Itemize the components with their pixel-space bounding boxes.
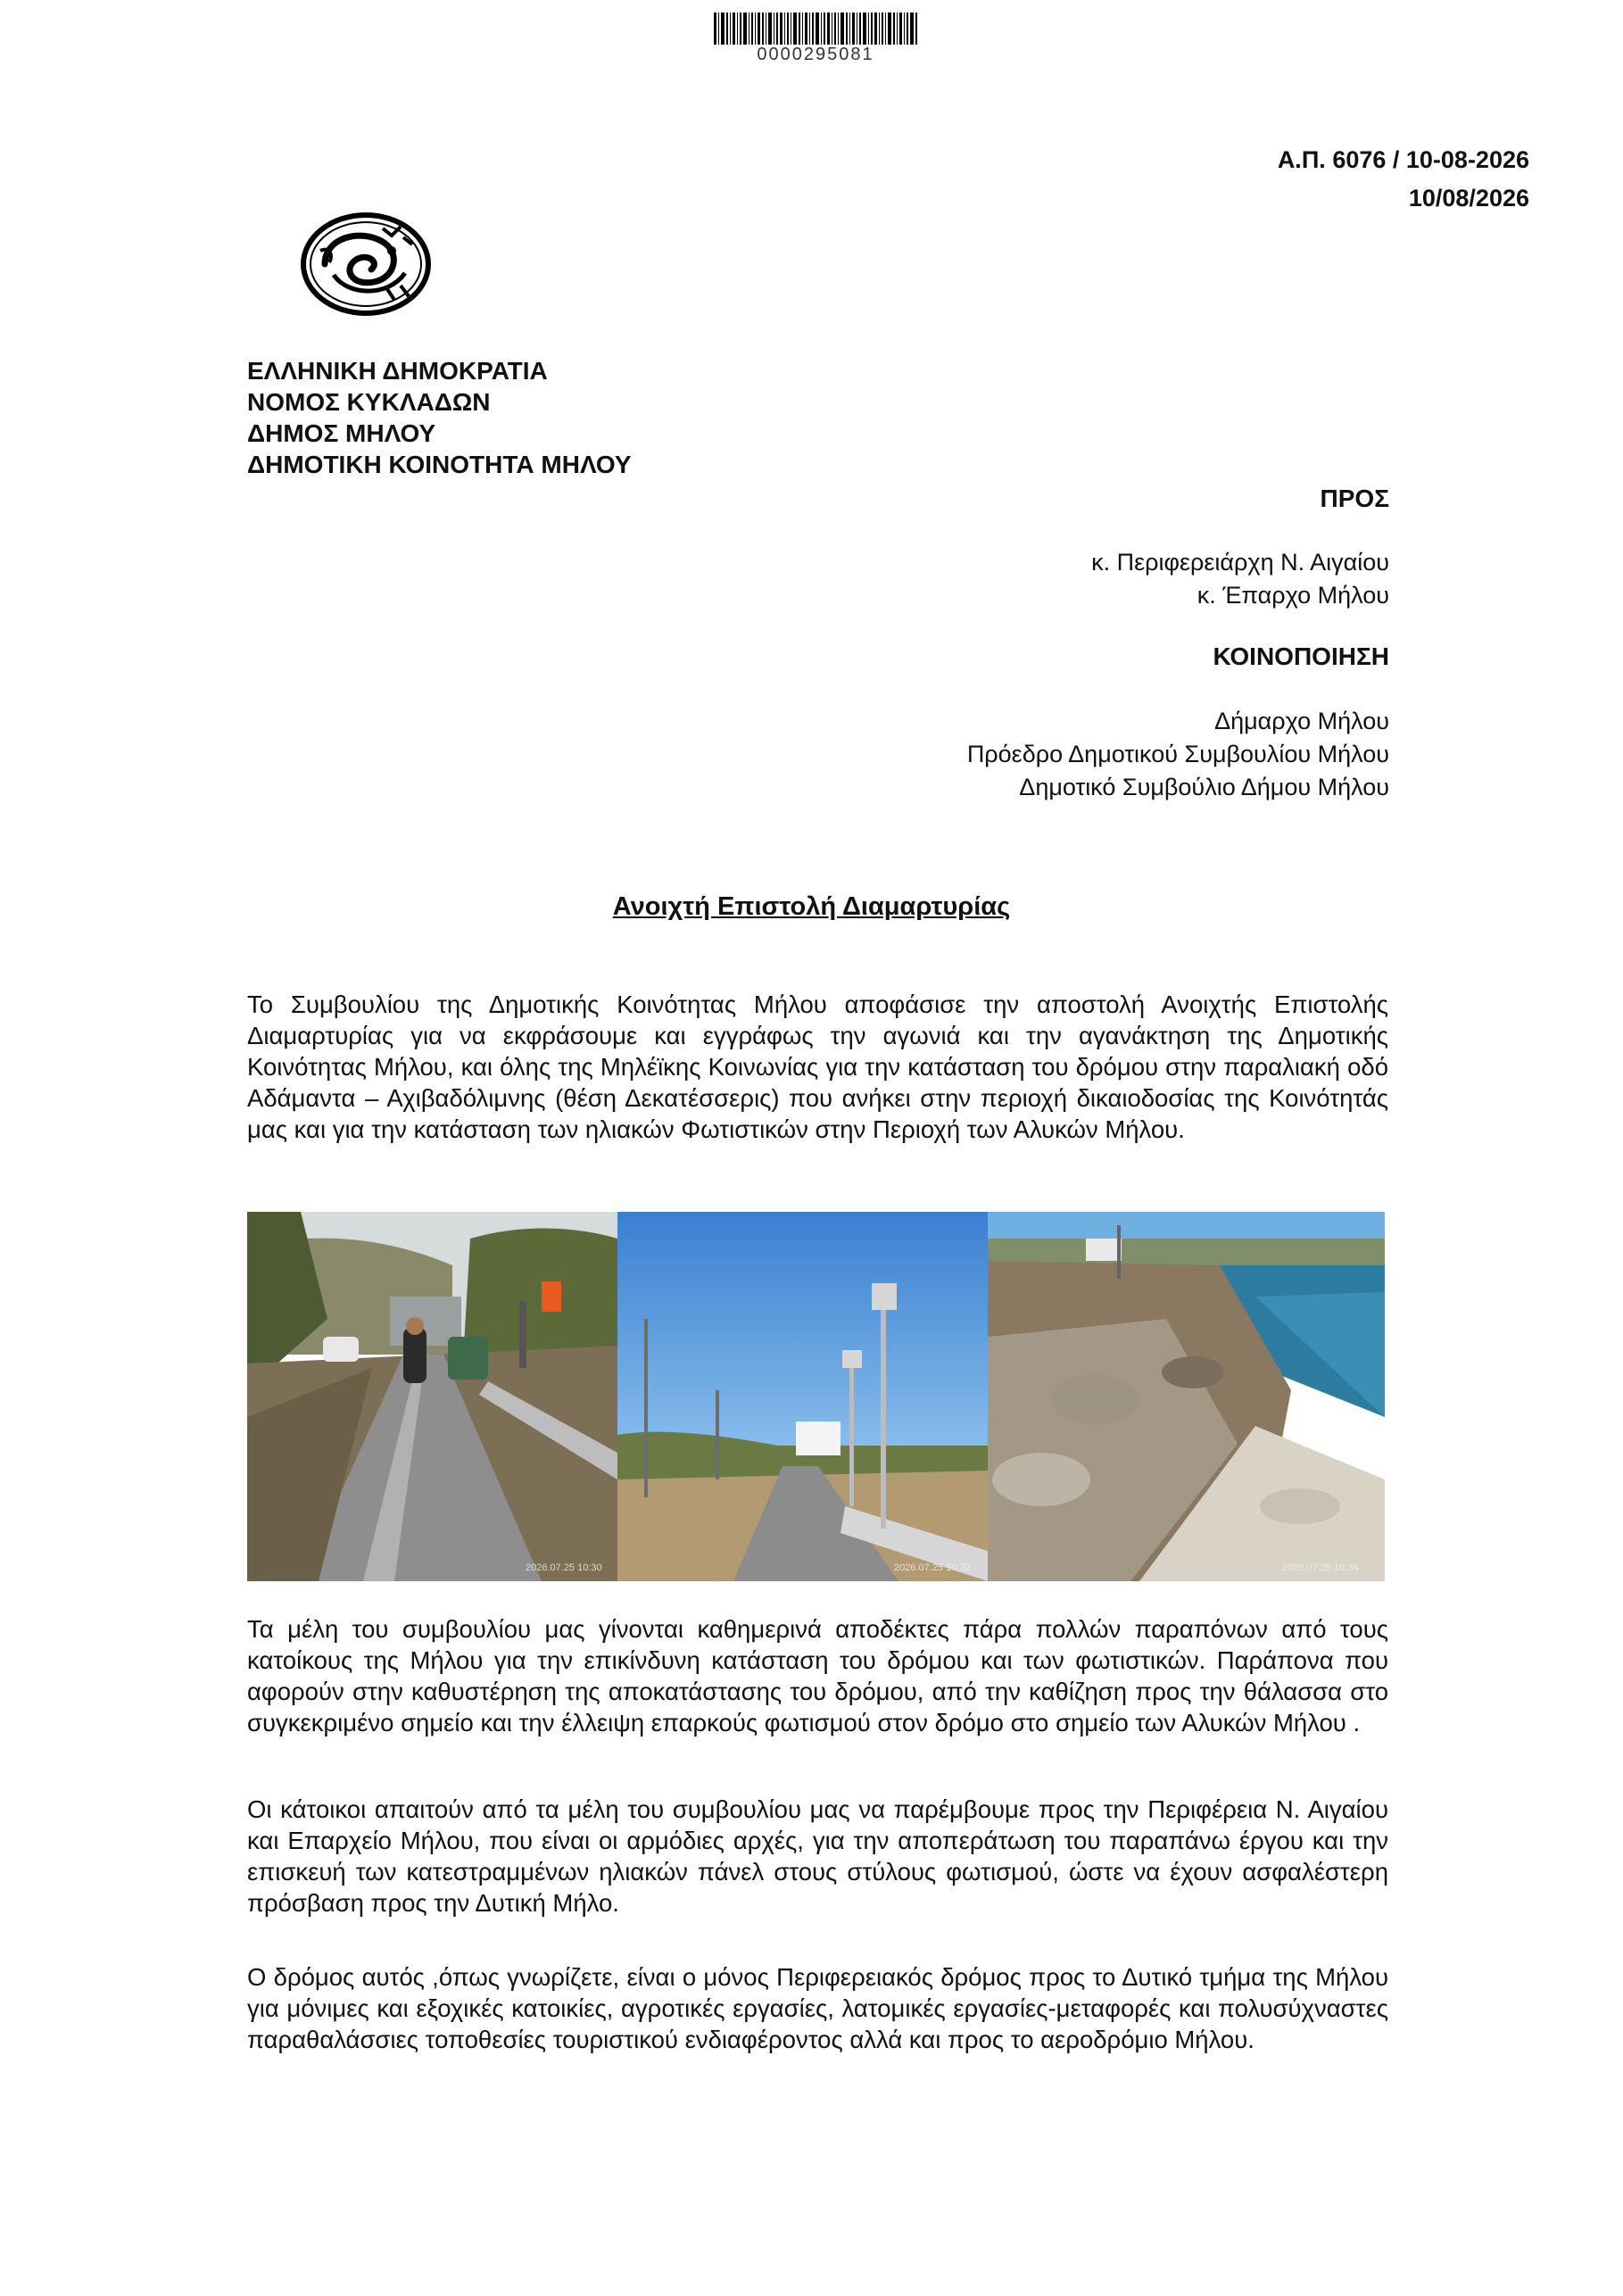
photo-solar-lights [617, 1212, 988, 1581]
sender-line: ΔΗΜΟΤΙΚΗ ΚΟΙΝΟΤΗΤΑ ΜΗΛΟΥ [247, 451, 632, 478]
letter-subject: Ανοιχτή Επιστολή Διαμαρτυρίας [612, 892, 1011, 921]
photo-collapsed-coastal-road [988, 1212, 1385, 1581]
body-paragraph-2: Τα μέλη του συμβουλίου μας γίνονται καθημερινά αποδέκτες πάρα πολλών παραπόνων από τους κατοίκους της Μήλου για την επικίνδυνη κατάσταση του δρόμου και των φωτιστικών. Παράπονα που αφορούν στην καθυστέρηση της αποκατάστασης του δρόμου, από την καθίζηση προς την θάλασσα στο συγκεκριμένο σημείο και την έλλειψη επαρκούς φωτισμού στον δρόμο στο σημείο των Αλυκών Μήλου . [247, 1615, 1388, 1737]
cc-line: Πρόεδρο Δημοτικού Συμβουλίου Μήλου [966, 741, 1389, 767]
barcode-number: 0000295081 [757, 45, 874, 64]
recipient-line: κ. Περιφερειάρχη Ν. Αιγαίου [1091, 549, 1389, 576]
photo-road-traffic [247, 1212, 617, 1581]
sender-line: ΝΟΜΟΣ ΚΥΚΛΑΔΩΝ [247, 388, 491, 416]
melos-coin-seal [298, 211, 434, 318]
recipient-line: κ. Έπαρχο Μήλου [1197, 582, 1389, 609]
protocol-date: 10/08/2026 [1408, 185, 1529, 211]
cc-line: Δημοτικό Συμβούλιο Δήμου Μήλου [1019, 774, 1389, 800]
sender-header [247, 355, 632, 480]
body-paragraph-4: Ο δρόμος αυτός ,όπως γνωρίζετε, είναι ο μόνος Περιφερειακός δρόμος προς το Δυτικό τμήμα της Μήλου για μόνιμες και εξοχικές κατοικίες, αγροτικές εργασίες, λατομικές εργασίες-μεταφορές και πολυσύχναστες παραθαλάσσιες τοποθεσίες τουριστικού ενδιαφέροντος αλλά και προς το αεροδρόμιο Μήλου. [247, 1963, 1388, 2053]
to-title: ΠΡΟΣ [1320, 485, 1389, 512]
body-paragraph-1: Το Συμβουλίου της Δημοτικής Κοινότητας Μήλου αποφάσισε την αποστολή Ανοιχτής Επιστολής Διαμαρτυρίας για να εκφράσουμε και εγγράφως την αγωνιά και την αγανάκτηση της Δημοτικής Κοινότητας Μήλου, και όλης της Μηλέϊκης Κοινωνίας για την κατάσταση του δρόμου στην παραλιακή οδό Αδάμαντα – Αχιβαδόλιμνης (θέση Δεκατέσσερις) που ανήκει στην περιοχή δικαιοδοσίας της Κοινότητάς μας και για την κατάσταση των ηλιακών Φωτιστικών στην Περιοχή των Αλυκών Μήλου. [247, 991, 1388, 1143]
photo-timestamp: 2026.07.25 10:34 [1282, 1562, 1359, 1573]
cc-recipients [967, 705, 1389, 804]
protocol-block [1278, 141, 1529, 218]
photo-timestamp: 2026.07.25 10:30 [526, 1562, 602, 1573]
barcode [714, 12, 917, 45]
to-recipients [1091, 546, 1389, 612]
cc-title: ΚΟΙΝΟΠΟΙΗΣΗ [1213, 642, 1389, 670]
sender-line: ΕΛΛΗΝΙΚΗ ΔΗΜΟΚΡΑΤΙΑ [247, 357, 548, 385]
protocol-number: Α.Π. 6076 / 10-08-2026 [1277, 146, 1529, 173]
sender-line: ΔΗΜΟΣ ΜΗΛΟΥ [247, 419, 436, 447]
photo-timestamp: 2026.07.25 10:32 [894, 1562, 971, 1573]
cc-line: Δήμαρχο Μήλου [1214, 708, 1389, 734]
body-paragraph-3: Οι κάτοικοι απαιτούν από τα μέλη του συμβουλίου μας να παρέμβουμε προς την Περιφέρεια Ν. Αιγαίου και Επαρχείο Μήλου, που είναι οι αρμόδιες αρχές, για την αποπεράτωση του παραπάνω έργου και την επισκευή των κατεστραμμένων ηλιακών πάνελ στους στύλους φωτισμού, ώστε να έχουν ασφαλέστερη πρόσβαση προς την Δυτική Μήλο. [247, 1795, 1388, 1917]
